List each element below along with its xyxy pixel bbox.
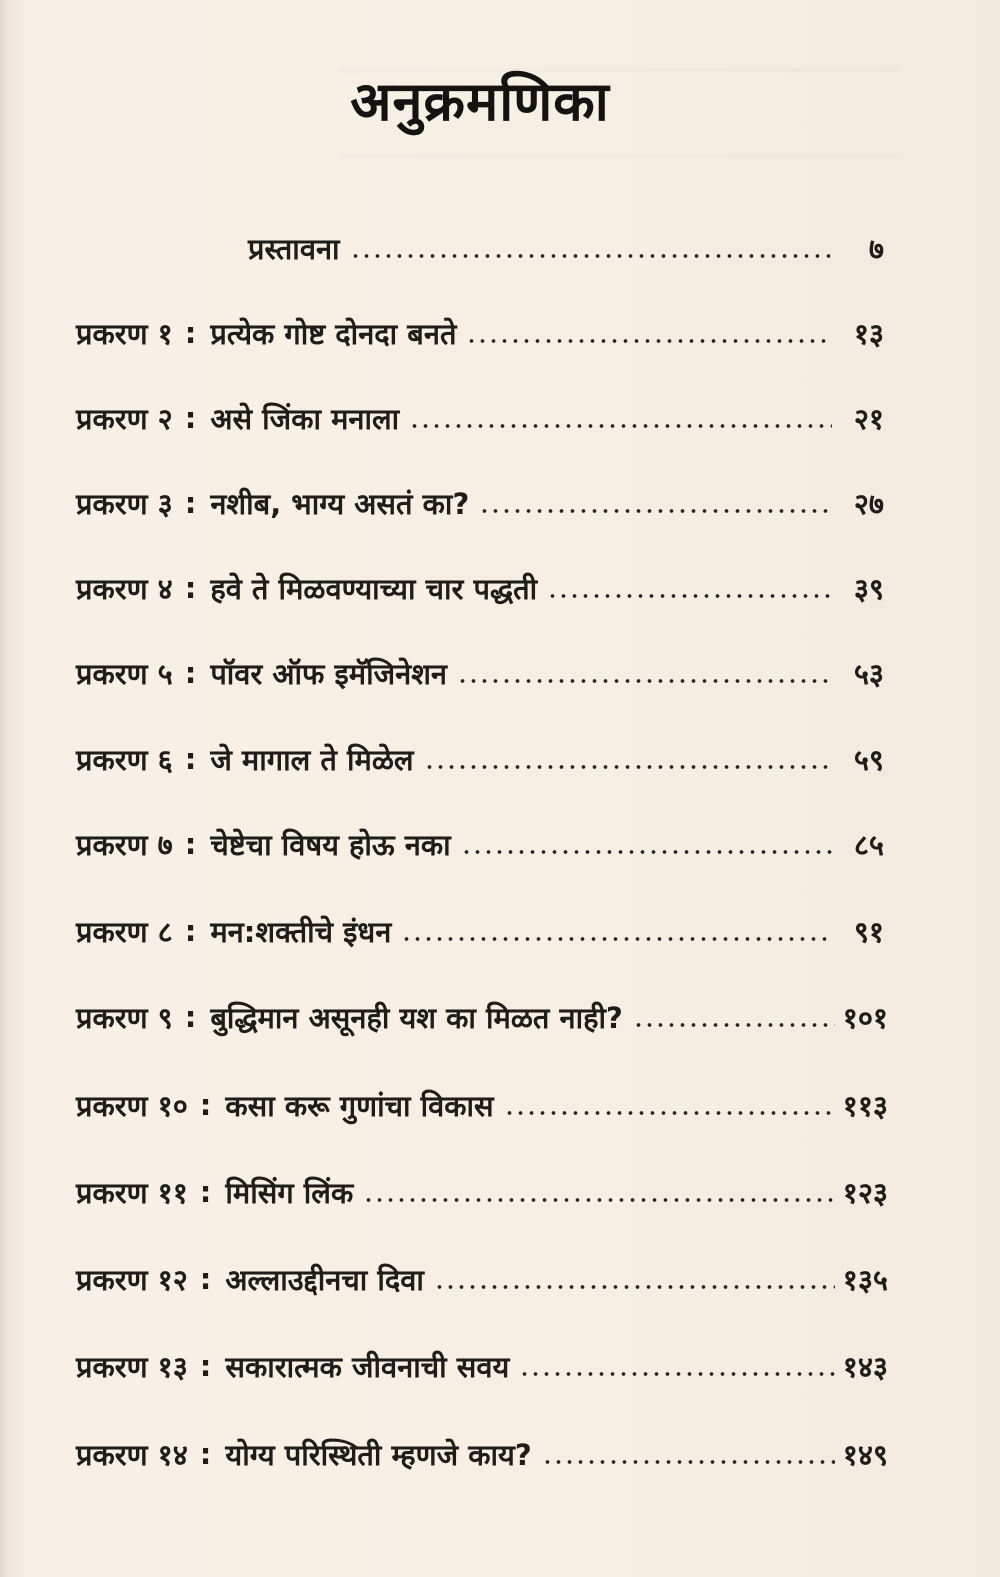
separator: :	[184, 914, 197, 948]
toc-row	[76, 1432, 888, 1476]
toc-row	[76, 909, 884, 953]
chapter-number: ९	[157, 1000, 173, 1035]
chapter-label: प्रकरण	[76, 914, 148, 949]
chapter-number: १३	[157, 1349, 188, 1384]
toc-row	[76, 822, 884, 866]
chapter-number: ५	[157, 656, 173, 691]
toc-row	[76, 311, 884, 355]
chapter-label: प्रकरण	[76, 571, 148, 606]
toc-row	[76, 1344, 888, 1388]
dot-leader	[424, 763, 832, 771]
dot-leader	[461, 848, 832, 856]
page-title: अनुक्रमणिका	[350, 70, 610, 133]
page-number: २१	[853, 401, 884, 436]
dot-leader	[350, 252, 832, 260]
toc-row	[76, 651, 884, 695]
page-number: १०१	[842, 1000, 888, 1035]
separator: :	[184, 486, 197, 520]
chapter-label: प्रकरण	[76, 401, 148, 436]
page-number: ११३	[842, 1088, 888, 1123]
page-number: ५३	[853, 656, 884, 691]
separator: :	[199, 1175, 212, 1209]
chapter-label: प्रकरण	[76, 742, 148, 777]
toc-row	[76, 995, 888, 1039]
page-number: १२३	[842, 1175, 888, 1210]
page-number: ८५	[853, 827, 884, 862]
page-number: १४९	[842, 1437, 888, 1472]
toc-row	[76, 396, 884, 440]
dot-leader	[466, 337, 832, 345]
chapter-title: योग्य परिस्थिती म्हणजे काय?	[225, 1437, 532, 1472]
page-number: ५९	[853, 742, 884, 777]
chapter-title: हवे ते मिळवण्याच्या चार पद्धती	[210, 571, 538, 606]
dot-leader	[409, 422, 832, 430]
separator: :	[199, 1088, 212, 1122]
chapter-number: १०	[157, 1088, 188, 1123]
toc-row	[76, 1257, 888, 1301]
chapter-number: १	[157, 316, 173, 351]
chapter-label: प्रकरण	[76, 1088, 148, 1123]
chapter-number: २	[157, 401, 173, 436]
page-number: ९१	[853, 914, 884, 949]
dot-leader	[504, 1109, 835, 1117]
chapter-label: प्रकरण	[76, 1437, 148, 1472]
chapter-title: अल्लाउद्दीनचा दिवा	[225, 1262, 424, 1297]
chapter-title: मिसिंग लिंक	[225, 1175, 354, 1210]
toc-row	[76, 566, 884, 610]
chapter-title: बुद्धिमान असूनही यश का मिळत नाही?	[210, 1000, 623, 1035]
separator: :	[184, 316, 197, 350]
chapter-label: प्रकरण	[76, 486, 148, 521]
dot-leader	[519, 1370, 834, 1378]
page-number: ३९	[853, 571, 884, 606]
chapter-label: प्रकरण	[76, 827, 148, 862]
separator: :	[184, 571, 197, 605]
chapter-number: ३	[157, 486, 173, 521]
chapter-number: ११	[157, 1175, 188, 1210]
dot-leader	[479, 507, 832, 515]
separator: :	[184, 1000, 197, 1034]
dot-leader	[542, 1458, 835, 1466]
separator: :	[199, 1262, 212, 1296]
dot-leader	[401, 935, 832, 943]
toc-row	[76, 1170, 888, 1214]
chapter-number: ४	[157, 571, 173, 606]
separator: :	[184, 656, 197, 690]
toc-row	[76, 1083, 888, 1127]
dot-leader	[547, 592, 832, 600]
preface-page-number: ७	[868, 231, 884, 266]
chapter-number: ६	[157, 742, 173, 777]
chapter-label: प्रकरण	[76, 1175, 148, 1210]
chapter-label: प्रकरण	[76, 316, 148, 351]
toc-row	[76, 481, 884, 525]
toc-row-preface	[248, 226, 884, 270]
page-number: १३५	[842, 1262, 888, 1297]
toc-row	[76, 737, 884, 781]
separator: :	[184, 827, 197, 861]
chapter-number: १४	[157, 1437, 188, 1472]
separator: :	[199, 1437, 212, 1471]
separator: :	[199, 1349, 212, 1383]
page-number: १३	[853, 316, 884, 351]
chapter-label: प्रकरण	[76, 1000, 148, 1035]
dot-leader	[363, 1196, 835, 1204]
chapter-title: प्रत्येक गोष्ट दोनदा बनते	[210, 316, 457, 351]
chapter-title: सकारात्मक जीवनाची सवय	[225, 1349, 510, 1384]
chapter-label: प्रकरण	[76, 1349, 148, 1384]
chapter-title: नशीब, भाग्य असतं का?	[210, 486, 470, 521]
chapter-title: कसा करू गुणांचा विकास	[225, 1088, 494, 1123]
chapter-label: प्रकरण	[76, 656, 148, 691]
page-number: १४३	[842, 1349, 888, 1384]
separator: :	[184, 742, 197, 776]
dot-leader	[434, 1283, 835, 1291]
chapter-title: पॉवर ऑफ इमॅजिनेशन	[210, 656, 448, 691]
preface-title: प्रस्तावना	[248, 231, 340, 266]
chapter-number: ७	[157, 827, 173, 862]
dot-leader	[633, 1021, 835, 1029]
chapter-number: ८	[157, 914, 173, 949]
chapter-number: १२	[157, 1262, 188, 1297]
dot-leader	[457, 677, 832, 685]
chapter-title: जे मागाल ते मिळेल	[210, 742, 414, 777]
chapter-title: असे जिंका मनाला	[210, 401, 400, 436]
separator: :	[184, 401, 197, 435]
chapter-title: चेष्टेचा विषय होऊ नका	[210, 827, 451, 862]
chapter-title: मन:शक्तीचे इंधन	[210, 914, 392, 949]
page-number: २७	[853, 486, 884, 521]
chapter-label: प्रकरण	[76, 1262, 148, 1297]
